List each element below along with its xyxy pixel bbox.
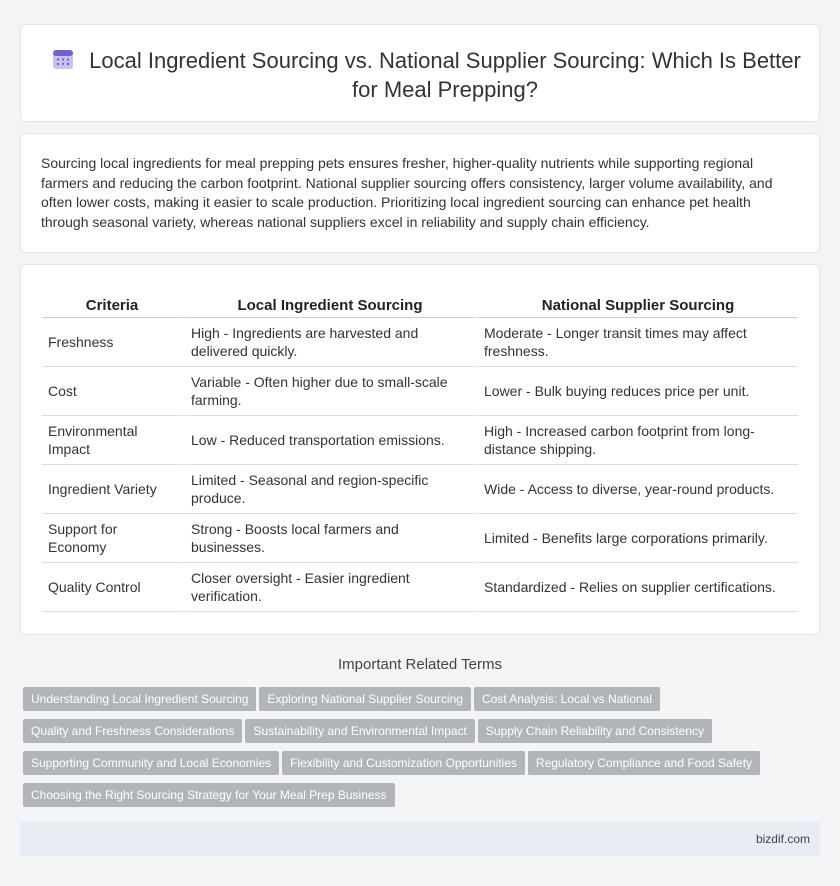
table-row (42, 416, 798, 465)
header-card (20, 24, 820, 122)
page-title: Local Ingredient Sourcing vs. National Supplier Sourcing: Which Is Better for Meal Prepping? (89, 48, 801, 102)
national-cell: High - Increased carbon footprint from long-distance shipping. (478, 416, 798, 465)
comparison-table (42, 291, 798, 612)
related-tag[interactable]: Understanding Local Ingredient Sourcing (23, 687, 256, 711)
footer (20, 822, 820, 856)
related-tag[interactable]: Quality and Freshness Considerations (23, 719, 242, 743)
criteria-cell: Environmental Impact (42, 416, 185, 465)
local-cell: Variable - Often higher due to small-scale farming. (185, 367, 478, 416)
related-terms-list (23, 687, 823, 815)
related-tag[interactable]: Exploring National Supplier Sourcing (259, 687, 470, 711)
comparison-table-card (20, 264, 820, 635)
related-tag[interactable]: Cost Analysis: Local vs National (474, 687, 660, 711)
related-tag[interactable]: Supporting Community and Local Economies (23, 751, 279, 775)
national-cell: Lower - Bulk buying reduces price per unit. (478, 367, 798, 416)
related-terms-title: Important Related Terms (338, 656, 502, 673)
local-cell: Limited - Seasonal and region-specific produce. (185, 465, 478, 514)
local-cell: Low - Reduced transportation emissions. (185, 416, 478, 465)
local-cell: High - Ingredients are harvested and delivered quickly. (185, 318, 478, 367)
local-cell: Strong - Boosts local farmers and businesses. (185, 514, 478, 563)
table-row (42, 465, 798, 514)
intro-card (20, 133, 820, 253)
national-cell: Limited - Benefits large corporations primarily. (478, 514, 798, 563)
criteria-cell: Ingredient Variety (42, 465, 185, 514)
table-row (42, 367, 798, 416)
related-tag[interactable]: Flexibility and Customization Opportunities (282, 751, 525, 775)
related-tag[interactable]: Regulatory Compliance and Food Safety (528, 751, 760, 775)
table-row (42, 514, 798, 563)
table-header-row (42, 291, 798, 318)
local-cell: Closer oversight - Easier ingredient verification. (185, 563, 478, 612)
header-criteria: Criteria (42, 291, 185, 318)
header-local: Local Ingredient Sourcing (185, 291, 478, 318)
related-tag[interactable]: Supply Chain Reliability and Consistency (478, 719, 712, 743)
criteria-cell: Quality Control (42, 563, 185, 612)
calendar-icon (51, 47, 75, 71)
national-cell: Standardized - Relies on supplier certifications. (478, 563, 798, 612)
header-national: National Supplier Sourcing (478, 291, 798, 318)
criteria-cell: Cost (42, 367, 185, 416)
table-row (42, 563, 798, 612)
footer-site-link[interactable]: bizdif.com (755, 832, 810, 846)
intro-text: Sourcing local ingredients for meal prepping pets ensures fresher, higher-quality nutrients while supporting regional farmers and reducing the carbon footprint. National supplier sourcing offers consistency, larger volume availability, and often lower costs, making it easier to scale production. Prioritizing local ingredient sourcing can enhance pet health through seasonal variety, whereas national suppliers excel in reliability and supply chain efficiency. (41, 155, 773, 230)
table-row (42, 318, 798, 367)
related-tag[interactable]: Sustainability and Environmental Impact (245, 719, 474, 743)
related-tag[interactable]: Choosing the Right Sourcing Strategy for Your Meal Prep Business (23, 783, 395, 807)
criteria-cell: Freshness (42, 318, 185, 367)
criteria-cell: Support for Economy (42, 514, 185, 563)
national-cell: Wide - Access to diverse, year-round products. (478, 465, 798, 514)
national-cell: Moderate - Longer transit times may affect freshness. (478, 318, 798, 367)
